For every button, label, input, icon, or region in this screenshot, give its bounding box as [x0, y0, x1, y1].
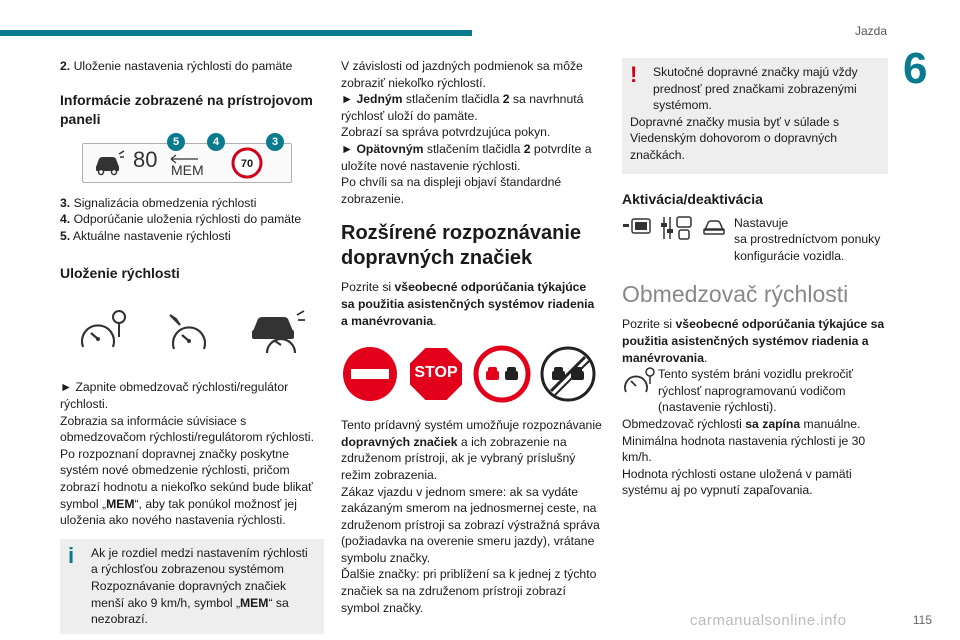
heading-extended-recognition: Rozšírené rozpoznávanie dopravných značiek: [341, 222, 582, 270]
speedometer-cruise-icon: [162, 309, 218, 359]
callout-badge: 4: [207, 133, 225, 151]
text-bold: všeobecné odporúčania týkajúce sa použitia asistenčných systémov riadenia a manévrovania: [622, 317, 885, 365]
car-icon: [702, 219, 726, 237]
text-segment: “ sa nezobrazí.: [91, 595, 289, 627]
callout-badge: 3: [266, 133, 284, 151]
para-second-press: [341, 141, 603, 174]
section-title: Jazda: [854, 24, 887, 38]
text-segment: stlačením tlačidla: [402, 92, 503, 107]
column-2: [341, 58, 603, 616]
info-note: [60, 539, 324, 634]
car-speedometer-icon: [249, 309, 309, 359]
limiter-text-2: rýchlosť naprogramovanú vodičom (nastavenie rýchlosti).: [658, 383, 846, 415]
stop-label: STOP: [414, 364, 458, 382]
para-minimum: Minimálna hodnota nastavenia rýchlosti je 30 km/h.: [622, 433, 866, 465]
mem-symbol: MEM: [106, 496, 135, 511]
instrument-panel-illustration: [82, 135, 292, 183]
top-accent-bar: [0, 30, 472, 36]
text-bold: Jedným: [356, 92, 403, 107]
item-text: Signalizácia obmedzenia rýchlosti: [73, 195, 257, 210]
speedometer-limit-icon: [622, 366, 656, 396]
para-activate: ► Zapnite obmedzovač rýchlosti/regulátor rýchlosti.: [60, 380, 289, 411]
mem-symbol: MEM: [240, 595, 269, 610]
warning-text-2: Dopravné značky musia byť v súlade s Viedenským dohovorom o dopravných značkách.: [630, 114, 840, 162]
chapter-number: 6: [903, 44, 928, 93]
text-segment: manuálne.: [800, 416, 861, 431]
text-bold: sa zapína: [745, 416, 801, 431]
speed-icons-row: [60, 309, 324, 365]
text-segment: a ich zobrazenie na združenom prístroji, ak je vybraný príslušný režim zobrazenia.: [341, 434, 576, 482]
activation-text-1: Nastavuje: [734, 215, 789, 230]
para-system-description: [341, 417, 603, 483]
page-number: 115: [912, 613, 932, 627]
text-segment: Obmedzovač rýchlosti: [622, 416, 746, 431]
heading-info: Informácie zobrazené na prístrojovom paneli: [60, 91, 313, 127]
text-segment: .: [703, 350, 708, 365]
callout-badge: 5: [167, 133, 185, 151]
para-multiple-speeds: V závislosti od jazdných podmienok sa môže zobraziť niekoľko rýchlostí.: [341, 59, 583, 90]
activation-row: [622, 215, 888, 265]
text-segment: stlačením tlačidla: [423, 141, 524, 156]
end-no-overtaking-sign-icon: [539, 345, 597, 403]
car-sign-icon: [93, 150, 125, 176]
item-number: 3.: [60, 195, 71, 210]
para-reference: [622, 316, 888, 366]
button-number: 2: [502, 92, 510, 107]
heading-save: Uloženie rýchlosti: [60, 265, 180, 282]
info-icon: i: [68, 542, 75, 568]
text-bold: dopravných značiek: [341, 434, 458, 449]
column-1: [60, 58, 324, 634]
para-confirm: Zobrazí sa správa potvrdzujúca pokyn.: [341, 125, 551, 140]
text-segment: Tento prídavný systém umožňuje rozpoznávanie: [341, 418, 602, 433]
watermark: carmanualsonline.info: [690, 612, 847, 629]
text-segment: Ak je rozdiel medzi nastavením rýchlosti a rýchlosťou zobrazenou systémom Rozpoznávanie dopravných značiek menší ako 9 km/h, symbol „: [91, 545, 308, 610]
list-item: [60, 211, 324, 228]
config-icon: [660, 215, 694, 241]
text-segment: Po rozpoznaní dopravnej značky poskytne systém nové obmedzenie rýchlosti, pričom zobrazí hodnotu a niekoľko sekúnd bude blikať symbol „: [60, 446, 313, 511]
menu-button-icon: [622, 217, 652, 237]
para-no-entry: Zákaz vjazdu v jednom smere: ak sa vydáte zakázaným smerom na jednosmernej ceste, na združenom prístroji sa zobrazí výstražná správa (požiadavka na overenie smeru jazdy), vrátane symbolu značky.: [341, 484, 600, 565]
text-segment: .: [433, 313, 437, 328]
text-segment: sa navrhnutá rýchlosť uloží do pamäte.: [341, 92, 584, 123]
traffic-signs-row: [341, 345, 603, 403]
speed-limit-value: 70: [240, 157, 254, 170]
limiter-row: [622, 366, 888, 416]
para-one-press: [341, 91, 603, 124]
heading-activation: Aktivácia/deaktivácia: [622, 190, 763, 207]
bullet-arrow: ►: [341, 141, 357, 156]
para-reference: [341, 279, 603, 329]
list-item: [60, 228, 324, 245]
para-info: Zobrazia sa informácie súvisiace s obmedzovačom rýchlosti/regulátorom rýchlosti.: [60, 413, 315, 445]
heading-speed-limiter: Obmedzovač rýchlosti: [622, 281, 849, 308]
item-text: Aktuálne nastavenie rýchlosti: [72, 228, 231, 243]
text-segment: Pozrite si: [622, 317, 676, 332]
text-bold: Opätovným: [356, 141, 424, 156]
current-speed: 80: [133, 146, 158, 172]
warning-icon: !: [630, 62, 638, 87]
item-number: 5.: [60, 228, 71, 243]
stop-sign: [407, 345, 465, 403]
item-number: 2.: [60, 59, 71, 73]
item-text: Uloženie nastavenia rýchlosti do pamäte: [73, 59, 293, 73]
text-segment: Pozrite si: [341, 280, 395, 295]
speedometer-limit-icon: [75, 309, 131, 359]
no-entry-sign-icon: [341, 345, 399, 403]
text-segment: potvrdíte a uložíte nové nastavenie rýchlosti.: [341, 141, 592, 173]
text-bold: všeobecné odporúčania týkajúce sa použitia asistenčných systémov riadenia a manévrovania: [341, 280, 595, 328]
warning-note: [622, 58, 888, 174]
para-recognition: [60, 446, 324, 529]
column-3: [622, 58, 888, 499]
mem-label: MEM: [171, 161, 204, 178]
no-overtaking-sign-icon: [473, 345, 531, 403]
list-item: [60, 195, 324, 212]
item-text: Odporúčanie uloženia rýchlosti do pamäte: [73, 212, 302, 227]
warning-text-1: Skutočné dopravné značky majú vždy prednosť pred značkami zobrazenými systémom.: [653, 65, 858, 113]
button-number: 2: [523, 141, 531, 156]
para-activation-manual: [622, 416, 888, 433]
para-memory: Hodnota rýchlosti ostane uložená v pamäti systému aj po vypnutí zapaľovania.: [622, 466, 852, 498]
bullet-arrow: ►: [341, 92, 357, 107]
para-other-signs: Ďalšie značky: pri priblížení sa k jednej z týchto značiek sa na združenom prístroji zobrazí symbol značky.: [341, 567, 597, 615]
note-text: [68, 542, 316, 628]
text-segment: sa prostredníctvom ponuky konfigurácie vozidla.: [734, 232, 881, 263]
item-number: 4.: [60, 212, 71, 227]
legend-list: [60, 195, 324, 245]
item-2: [60, 58, 324, 75]
limiter-text-1: Tento systém bráni vozidlu prekročiť: [658, 367, 853, 382]
text-segment: “, aby tak ponúkol možnosť jej uloženia ako nového nastavenia rýchlosti.: [60, 496, 297, 528]
para-standard-display: Po chvíli sa na displeji objaví štandardné zobrazenie.: [341, 175, 562, 206]
